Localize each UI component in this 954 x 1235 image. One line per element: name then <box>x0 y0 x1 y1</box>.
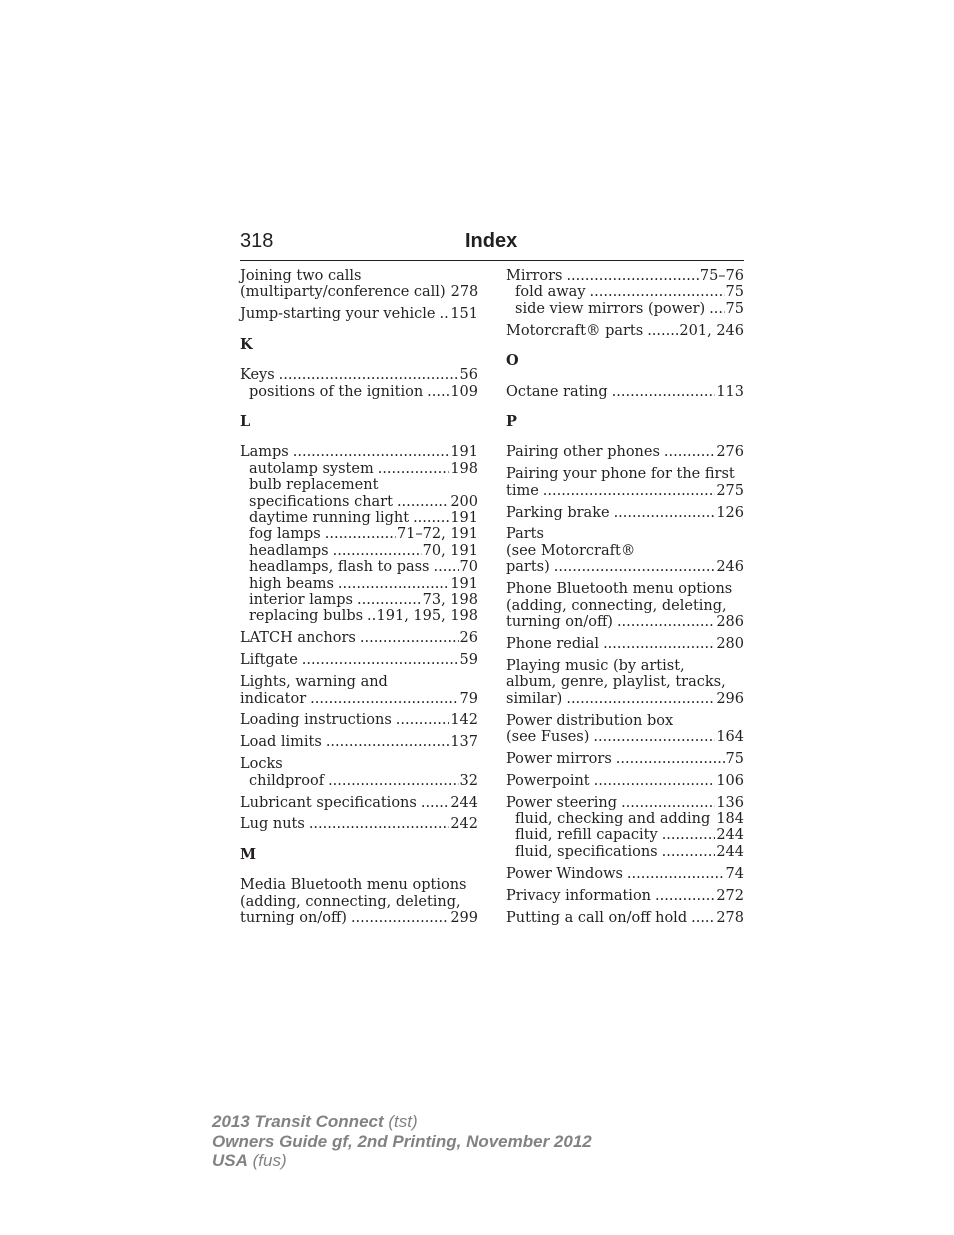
entry-term: parts) <box>506 559 550 576</box>
dot-leader <box>621 795 715 811</box>
entry-page-ref: 73, 198 <box>422 592 478 608</box>
entry-term: side view mirrors (power) <box>515 300 706 317</box>
entry-page-ref: 286 <box>716 614 744 630</box>
entry-page-ref: 75 <box>725 750 744 767</box>
dot-leader <box>590 284 725 300</box>
page-header <box>240 230 744 261</box>
dot-leader <box>396 712 450 728</box>
index-entry <box>506 526 744 575</box>
entry-term: fluid, specifications <box>515 843 658 860</box>
index-entry-line <box>506 674 744 690</box>
entry-term: Playing music (by artist, <box>506 657 685 674</box>
index-entry <box>240 268 478 301</box>
footer-market: USA <box>212 1151 248 1170</box>
index-entry-line <box>240 268 478 284</box>
index-subentry-line <box>240 510 478 526</box>
entry-page-ref: 75–76 <box>699 268 744 284</box>
dot-leader <box>662 844 716 860</box>
index-subentry-line <box>506 811 744 827</box>
entry-term: fluid, refill capacity <box>515 827 658 844</box>
index-entry <box>506 751 744 767</box>
entry-page-ref: 191 <box>450 575 478 592</box>
entry-page-ref: 280 <box>716 635 744 652</box>
entry-page-ref: 136 <box>716 794 744 811</box>
entry-page-ref: 142 <box>450 712 478 729</box>
index-subentry-line <box>240 592 478 608</box>
entry-page-ref: 75 <box>725 300 744 317</box>
entry-term: indicator <box>240 690 307 707</box>
dot-leader <box>714 811 715 827</box>
index-entry-line <box>240 756 478 772</box>
entry-term: Mirrors <box>506 268 563 284</box>
index-entry <box>240 367 478 400</box>
entry-term: Pairing your phone for the first <box>506 466 735 483</box>
entry-term: daytime running light <box>249 509 410 526</box>
footer-market-code: (fus) <box>247 1151 287 1170</box>
dot-leader <box>397 494 449 510</box>
index-subentry-line <box>240 461 478 477</box>
dot-leader <box>367 608 375 624</box>
entry-term: Jump-starting your vehicle <box>240 306 436 323</box>
index-subentry-line <box>506 827 744 843</box>
entry-page-ref: 79 <box>459 690 478 707</box>
entry-page-ref: 70 <box>459 559 478 576</box>
index-entry-line <box>506 795 744 811</box>
entry-page-ref: 191 <box>450 444 478 461</box>
dot-leader <box>326 734 449 750</box>
footer-line-1 <box>212 1112 592 1132</box>
dot-leader <box>616 751 725 767</box>
entry-page-ref: 299 <box>450 910 478 927</box>
dot-leader <box>554 559 716 575</box>
entry-term: Power Windows <box>506 865 623 882</box>
index-subentry-line <box>240 526 478 542</box>
index-entry <box>506 384 744 400</box>
entry-term: (see Motorcraft® <box>506 542 636 559</box>
dot-leader <box>293 444 450 460</box>
entry-term: Pairing other phones <box>506 444 660 461</box>
entry-page-ref: 71–72, 191 <box>396 526 478 543</box>
dot-leader <box>593 729 715 745</box>
index-entry-line <box>506 581 744 597</box>
index-entry <box>506 773 744 789</box>
entry-term: Parts <box>506 526 544 543</box>
entry-term: Load limits <box>240 734 322 751</box>
dot-leader <box>647 323 678 339</box>
entry-term: Loading instructions <box>240 712 392 729</box>
entry-term: Lamps <box>240 444 289 461</box>
index-entry <box>506 910 744 926</box>
dot-leader <box>627 866 725 882</box>
index-entry-line <box>240 444 478 460</box>
entry-page-ref: 113 <box>716 383 744 400</box>
index-entry-line <box>240 712 478 728</box>
index-entry <box>240 877 478 926</box>
entry-term: Parking brake <box>506 504 610 521</box>
dot-leader <box>360 630 459 646</box>
entry-term: Keys <box>240 367 275 384</box>
entry-page-ref: 244 <box>716 827 744 844</box>
index-letter-heading: L <box>240 412 251 430</box>
index-entry <box>240 652 478 668</box>
index-entry <box>240 444 478 624</box>
index-entry <box>240 306 478 322</box>
dot-leader <box>309 816 450 832</box>
entry-page-ref: 191, 195, 198 <box>376 608 478 625</box>
index-entry <box>506 268 744 317</box>
index-entry-line <box>506 526 744 542</box>
index-subentry-line <box>240 608 478 624</box>
entry-page-ref: 296 <box>716 690 744 707</box>
page-title: Index <box>465 230 518 252</box>
entry-page-ref: 246 <box>716 559 744 576</box>
index-entry-line <box>240 894 478 910</box>
page-number: 318 <box>240 230 274 252</box>
entry-term: similar) <box>506 690 563 707</box>
index-entry-line <box>240 306 478 322</box>
entry-term: Phone redial <box>506 635 600 652</box>
index-entry-line <box>506 559 744 575</box>
index-letter-heading: M <box>240 845 257 863</box>
dot-leader <box>351 910 449 926</box>
dot-leader <box>434 559 459 575</box>
entry-page-ref: 70, 191 <box>422 542 478 559</box>
dot-leader <box>427 384 449 400</box>
entry-page-ref: 244 <box>450 794 478 811</box>
dot-leader <box>421 795 449 811</box>
entry-term: Lug nuts <box>240 816 305 833</box>
index-entry-line <box>240 674 478 690</box>
entry-term: time <box>506 482 539 499</box>
entry-page-ref: 75 <box>725 284 744 301</box>
entry-term: fold away <box>515 284 586 301</box>
entry-term: (see Fuses) <box>506 728 590 745</box>
entry-page-ref: 191 <box>450 509 478 526</box>
index-entry <box>506 505 744 521</box>
index-entry-line <box>240 734 478 750</box>
entry-term: Power distribution box <box>506 712 674 729</box>
index-subentry-line <box>240 477 478 493</box>
dot-leader <box>612 384 716 400</box>
index-entry-line <box>506 268 744 284</box>
entry-term: Putting a call on/off hold <box>506 909 688 926</box>
entry-term: (multiparty/conference call) <box>240 284 446 301</box>
dot-leader <box>333 543 422 559</box>
index-entry <box>240 630 478 646</box>
index-entry <box>240 816 478 832</box>
index-subentry-line <box>240 773 478 789</box>
index-subentry-line <box>506 301 744 317</box>
entry-term: headlamps, flash to pass <box>249 559 430 576</box>
entry-term: high beams <box>249 575 334 592</box>
index-entry-line <box>506 888 744 904</box>
footer-model-code: (tst) <box>383 1112 418 1131</box>
index-entry <box>506 888 744 904</box>
dot-leader <box>594 773 716 789</box>
index-entry-line <box>506 910 744 926</box>
index-entry-line <box>506 384 744 400</box>
entry-term: Privacy information <box>506 887 652 904</box>
page-footer <box>212 1112 592 1171</box>
index-entry <box>506 795 744 861</box>
entry-page-ref: 56 <box>459 367 478 384</box>
entry-term: LATCH anchors <box>240 630 356 647</box>
entry-page-ref: 109 <box>450 383 478 400</box>
index-subentry-line <box>506 284 744 300</box>
entry-page-ref: 275 <box>716 482 744 499</box>
index-letter-heading: K <box>240 335 253 353</box>
index-entry <box>506 866 744 882</box>
index-entry-line <box>240 795 478 811</box>
footer-edition: Owners Guide gf, 2nd Printing, November 2012 <box>212 1131 592 1151</box>
entry-page-ref: 242 <box>450 816 478 833</box>
entry-term: Powerpoint <box>506 772 590 789</box>
dot-leader <box>614 505 716 521</box>
dot-leader <box>617 614 715 630</box>
dot-leader <box>279 367 459 383</box>
entry-term: childproof <box>249 772 325 789</box>
index-entry-line <box>240 367 478 383</box>
index-entry-line <box>506 658 744 674</box>
index-column-left <box>240 268 478 932</box>
footer-line-3 <box>212 1151 592 1171</box>
entry-page-ref: 201, 246 <box>679 322 744 339</box>
index-entry-line <box>506 444 744 460</box>
entry-term: Media Bluetooth menu options <box>240 877 467 894</box>
dot-leader <box>357 592 422 608</box>
index-entry-line <box>506 751 744 767</box>
index-entry <box>506 581 744 630</box>
index-entry <box>506 636 744 652</box>
dot-leader <box>325 526 396 542</box>
entry-page-ref: 278 <box>716 909 744 926</box>
dot-leader <box>328 773 458 789</box>
entry-page-ref: 59 <box>459 652 478 669</box>
footer-line-2 <box>212 1132 592 1152</box>
dot-leader <box>378 461 450 477</box>
index-subentry-line <box>240 494 478 510</box>
entry-term: bulb replacement <box>249 477 379 494</box>
entry-term: autolamp system <box>249 460 374 477</box>
entry-term: Octane rating <box>506 383 608 400</box>
index-entry-line <box>506 543 744 559</box>
entry-page-ref: 198 <box>450 460 478 477</box>
index-entry <box>240 712 478 728</box>
index-subentry-line <box>240 543 478 559</box>
index-entry <box>506 658 744 707</box>
index-entry-line <box>240 652 478 668</box>
dot-leader <box>440 306 450 322</box>
index-entry-line <box>506 636 744 652</box>
entry-term: replacing bulbs <box>249 608 364 625</box>
entry-page-ref: 244 <box>716 843 744 860</box>
entry-term: positions of the ignition <box>249 383 424 400</box>
index-entry-line <box>240 691 478 707</box>
entry-term: turning on/off) <box>506 614 613 630</box>
index-subentry-line <box>240 576 478 592</box>
entry-term: (adding, connecting, deleting, <box>506 597 727 614</box>
entry-term: Lubricant specifications <box>240 794 417 811</box>
entry-term: turning on/off) <box>240 910 347 927</box>
entry-term: headlamps <box>249 542 329 559</box>
index-letter-heading: P <box>506 412 517 430</box>
dot-leader <box>664 444 715 460</box>
dot-leader <box>566 268 698 284</box>
index-entry <box>506 323 744 339</box>
index-entry <box>240 734 478 750</box>
entry-term: fluid, checking and adding <box>515 811 711 828</box>
dot-leader <box>543 483 716 499</box>
entry-term: Joining two calls <box>240 268 362 284</box>
index-entry <box>240 795 478 811</box>
index-entry-line <box>240 284 478 300</box>
index-entry-line <box>506 729 744 745</box>
dot-leader <box>302 652 459 668</box>
entry-term: Power mirrors <box>506 750 612 767</box>
entry-term: Lights, warning and <box>240 674 388 691</box>
entry-page-ref: 200 <box>450 493 478 510</box>
dot-leader <box>691 910 715 926</box>
entry-page-ref: 106 <box>716 772 744 789</box>
entry-term: Power steering <box>506 794 618 811</box>
index-subentry-line <box>240 559 478 575</box>
entry-term: album, genre, playlist, tracks, <box>506 674 726 691</box>
index-entry <box>506 713 744 746</box>
index-entry-line <box>506 614 744 630</box>
index-column-right <box>506 268 744 932</box>
index-subentry-line <box>506 844 744 860</box>
index-entry-line <box>240 910 478 926</box>
index-entry <box>506 444 744 460</box>
index-entry-line <box>506 598 744 614</box>
entry-page-ref: 126 <box>716 504 744 521</box>
entry-term: specifications chart <box>249 493 393 510</box>
dot-leader <box>603 636 715 652</box>
dot-leader <box>662 827 716 843</box>
index-entry-line <box>506 691 744 707</box>
index-letter-heading: O <box>506 352 519 370</box>
entry-page-ref: 26 <box>459 630 478 647</box>
entry-page-ref: 184 <box>716 811 744 828</box>
entry-term: (adding, connecting, deleting, <box>240 893 461 910</box>
entry-page-ref: 151 <box>450 306 478 323</box>
entry-term: Motorcraft® parts <box>506 322 644 339</box>
entry-term: Liftgate <box>240 652 298 669</box>
entry-page-ref: 137 <box>450 734 478 751</box>
dot-leader <box>655 888 715 904</box>
index-entry-line <box>240 816 478 832</box>
dot-leader <box>566 691 715 707</box>
index-entry-line <box>506 866 744 882</box>
index-entry-line <box>506 773 744 789</box>
entry-term: fog lamps <box>249 526 321 543</box>
dot-leader <box>338 576 449 592</box>
entry-term: interior lamps <box>249 592 353 608</box>
index-entry-line <box>506 713 744 729</box>
index-entry-line <box>506 505 744 521</box>
entry-page-ref: 164 <box>716 728 744 745</box>
index-entry-line <box>240 630 478 646</box>
entry-page-ref: 272 <box>716 887 744 904</box>
entry-page-ref: 276 <box>716 444 744 461</box>
index-entry-line <box>506 323 744 339</box>
dot-leader <box>310 691 458 707</box>
entry-page-ref: 278 <box>450 284 479 301</box>
entry-term: Phone Bluetooth menu options <box>506 581 733 598</box>
index-entry <box>240 674 478 707</box>
entry-page-ref: 32 <box>459 772 478 789</box>
index-entry-line <box>506 466 744 482</box>
dot-leader <box>413 510 449 526</box>
index-subentry-line <box>240 384 478 400</box>
footer-model: 2013 Transit Connect <box>212 1112 384 1131</box>
index-entry-line <box>240 877 478 893</box>
entry-term: Locks <box>240 756 283 773</box>
index-entry-line <box>506 483 744 499</box>
entry-page-ref: 74 <box>725 865 744 882</box>
index-entry <box>240 756 478 789</box>
dot-leader <box>709 301 724 317</box>
index-entry <box>506 466 744 499</box>
